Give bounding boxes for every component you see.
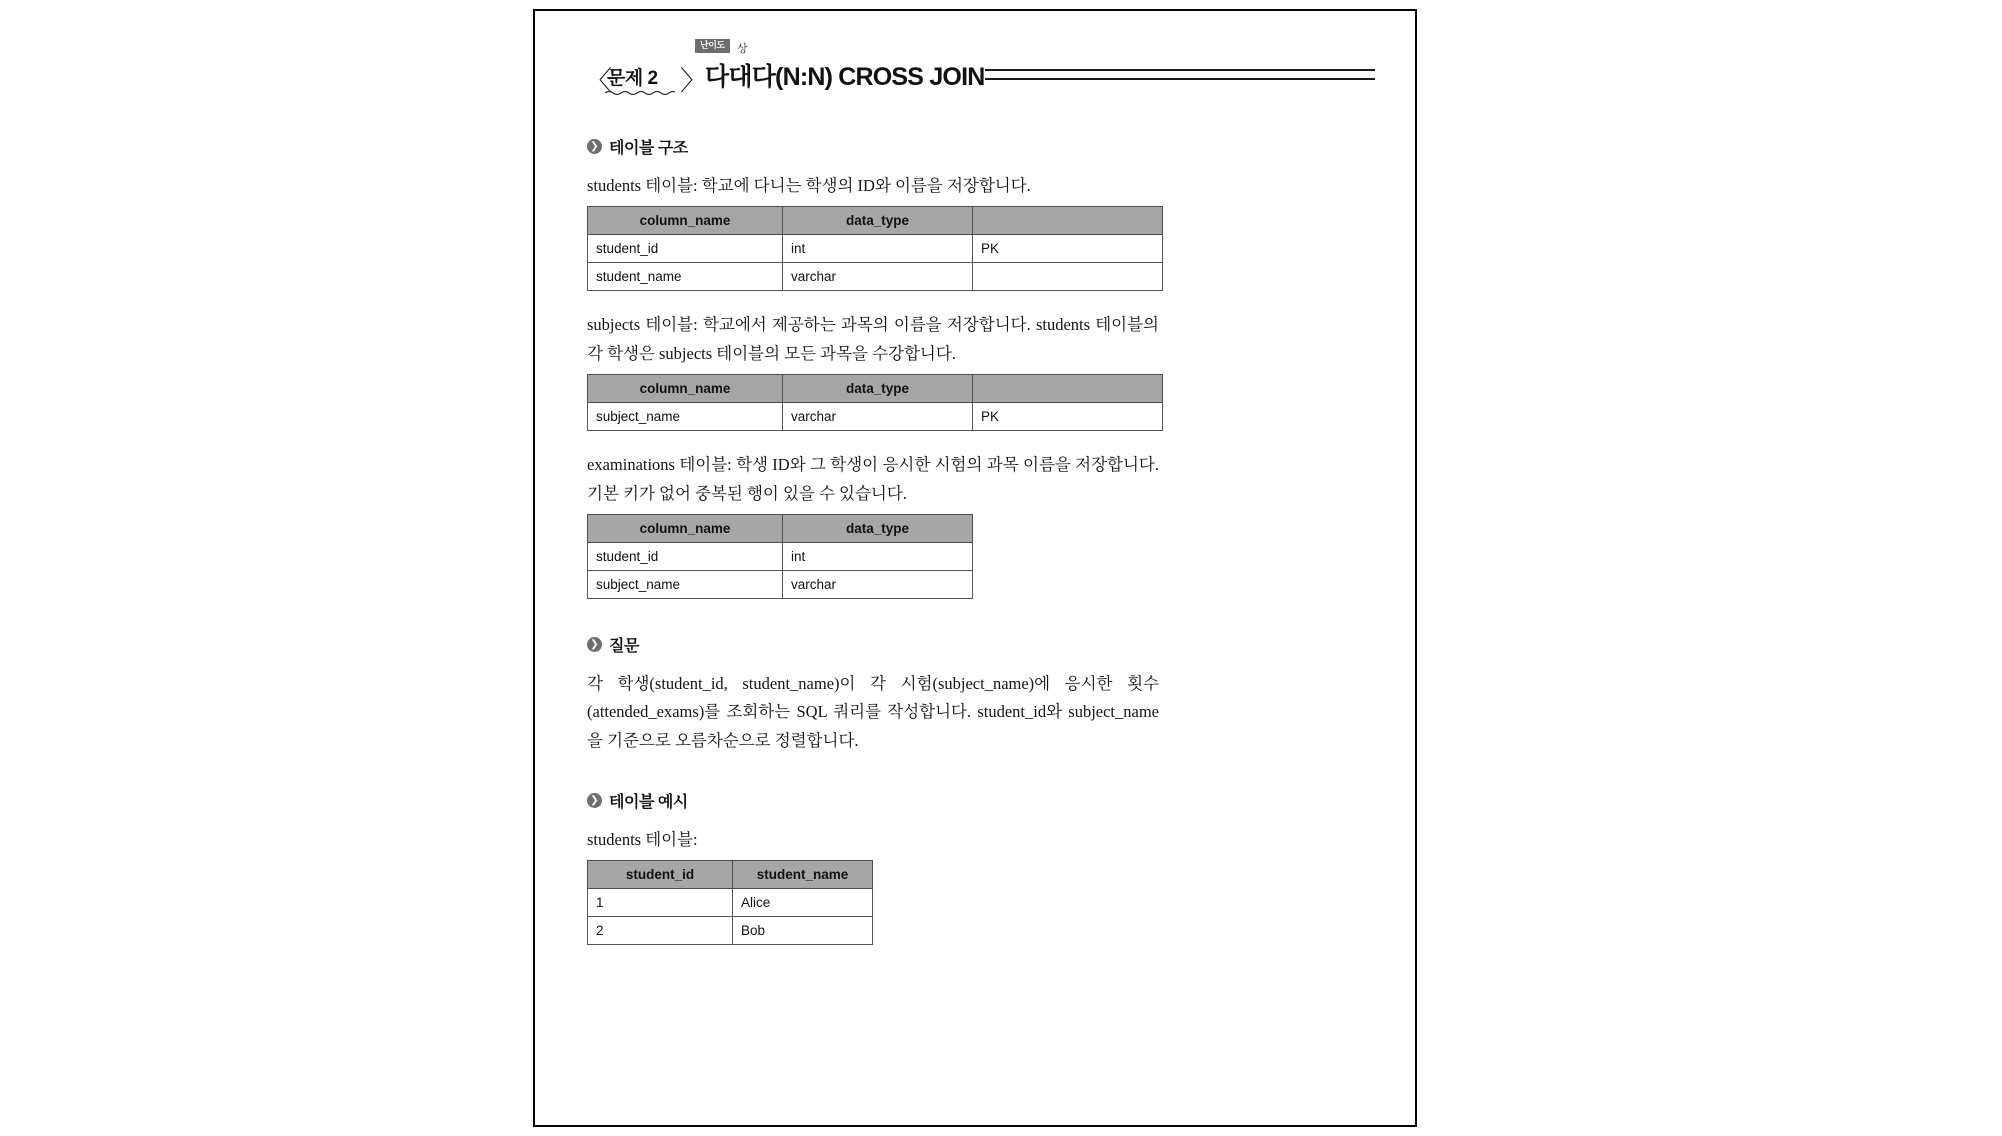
table-cell: Bob	[733, 917, 873, 945]
table-row	[588, 570, 973, 598]
table-header-row	[588, 861, 873, 889]
bracket-left-icon: 〈	[585, 66, 612, 96]
section-title: 테이블 구조	[609, 140, 688, 157]
column-header: student_id	[588, 861, 733, 889]
table-cell: student_id	[588, 542, 783, 570]
table-row	[588, 235, 1163, 263]
column-header	[973, 207, 1163, 235]
students-description: students 테이블: 학교에 다니는 학생의 ID와 이름을 저장합니다.	[587, 176, 1031, 195]
table-row	[588, 542, 973, 570]
table-header-row	[588, 375, 1163, 403]
bracket-right-icon: 〉	[680, 66, 707, 96]
table-cell: int	[783, 235, 973, 263]
table-header-row	[588, 514, 973, 542]
document-content	[585, 39, 1375, 945]
table-header-row	[588, 207, 1163, 235]
chevron-right-icon: ❯	[587, 139, 602, 154]
subjects-structure-table	[587, 374, 1163, 431]
table-row	[588, 917, 873, 945]
chevron-right-icon: ❯	[587, 637, 602, 652]
section-title: 테이블 예시	[609, 794, 688, 811]
table-cell: subject_name	[588, 570, 783, 598]
section-heading-question	[587, 633, 1375, 656]
students-example-label: students 테이블:	[587, 830, 698, 849]
column-header: student_name	[733, 861, 873, 889]
page-title: 다대다(N:N) CROSS JOIN	[705, 63, 985, 91]
table-cell: varchar	[783, 403, 973, 431]
table-cell: 2	[588, 917, 733, 945]
table-cell: student_name	[588, 263, 783, 291]
table-row	[588, 889, 873, 917]
table-cell: student_id	[588, 235, 783, 263]
table-cell: varchar	[783, 263, 973, 291]
column-header: column_name	[588, 514, 783, 542]
question-text: 각 학생(student_id, student_name)이 각 시험(subject_name)에 응시한 횟수(attended_exams)를 조회하는 SQL 쿼리를 작성합니다. student_id와 subject_name을 기준으로 오름차순으로 정렬합니다.	[587, 673, 1159, 750]
table-row	[588, 263, 1163, 291]
table-row	[588, 403, 1163, 431]
question-label: 문제 2	[607, 68, 658, 89]
examinations-description: examinations 테이블: 학생 ID와 그 학생이 응시한 시험의 과목 이름을 저장합니다. 기본 키가 없어 중복된 행이 있을 수 있습니다.	[587, 455, 1159, 503]
chevron-right-icon: ❯	[587, 793, 602, 808]
table-cell	[973, 263, 1163, 291]
table-cell: varchar	[783, 570, 973, 598]
title-rule	[985, 69, 1375, 80]
column-header: data_type	[783, 375, 973, 403]
column-header: column_name	[588, 207, 783, 235]
table-cell: PK	[973, 235, 1163, 263]
examinations-structure-table	[587, 514, 973, 599]
table-cell: subject_name	[588, 403, 783, 431]
section-heading-table-example	[587, 789, 1375, 812]
difficulty-level: 상	[737, 43, 748, 55]
column-header	[973, 375, 1163, 403]
column-header: data_type	[783, 207, 973, 235]
document-page	[533, 9, 1417, 1127]
section-title: 질문	[609, 637, 639, 655]
subjects-description: subjects 테이블: 학교에서 제공하는 과목의 이름을 저장합니다. students 테이블의 각 학생은 subjects 테이블의 모든 과목을 수강합니다.	[587, 315, 1159, 363]
difficulty-badge: 난이도	[695, 39, 730, 53]
squiggle-underline-icon	[605, 90, 675, 94]
table-cell: 1	[588, 889, 733, 917]
students-example-table	[587, 860, 873, 945]
table-cell: PK	[973, 403, 1163, 431]
column-header: column_name	[588, 375, 783, 403]
students-structure-table	[587, 206, 1163, 291]
section-heading-table-structure	[587, 135, 1375, 158]
question-header	[585, 39, 1375, 101]
table-cell: int	[783, 542, 973, 570]
table-cell: Alice	[733, 889, 873, 917]
column-header: data_type	[783, 514, 973, 542]
